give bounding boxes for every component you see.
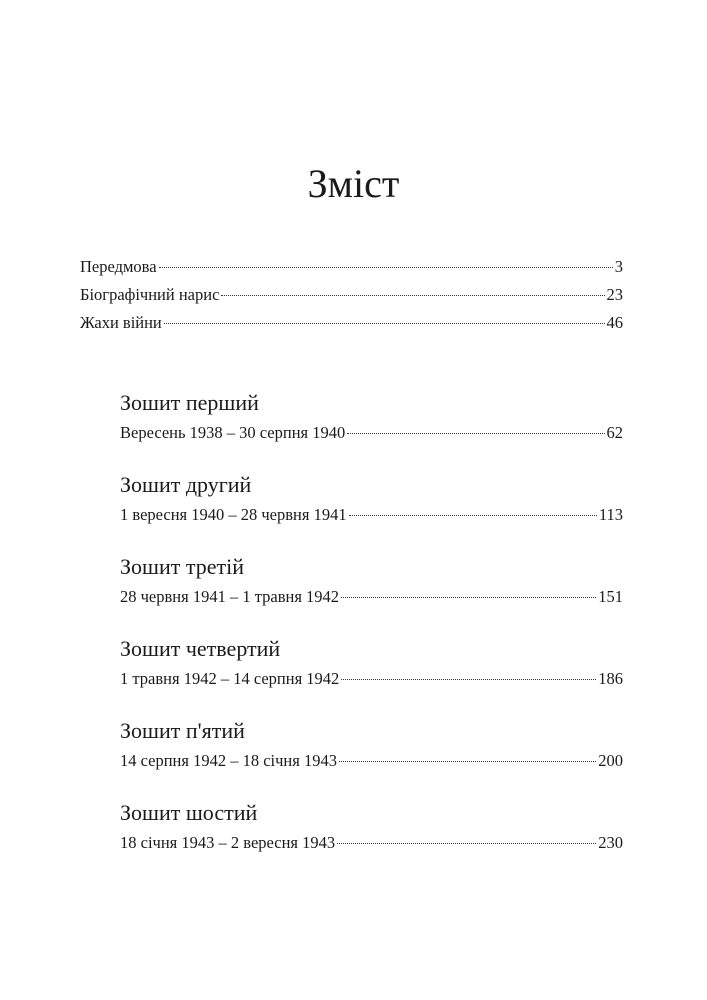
leader-dots — [341, 679, 596, 680]
toc-label: 1 травня 1942 – 14 серпня 1942 — [120, 669, 340, 688]
toc-entry[interactable] — [80, 285, 623, 307]
leader-dots — [221, 295, 604, 296]
toc-page: 46 — [606, 313, 623, 332]
toc-page: 113 — [598, 505, 623, 524]
toc-label: 18 січня 1943 – 2 вересня 1943 — [120, 833, 336, 852]
leader-dots — [337, 843, 596, 844]
section-heading: Зошит четвертий — [120, 636, 281, 661]
toc-entry[interactable] — [120, 587, 623, 609]
toc-label: Жахи війни — [80, 313, 162, 332]
toc-label: 28 червня 1941 – 1 травня 1942 — [120, 587, 340, 606]
leader-dots — [159, 267, 613, 268]
toc-page: 230 — [598, 833, 623, 852]
section-heading: Зошит перший — [120, 390, 259, 415]
toc-page: 3 — [614, 257, 623, 276]
leader-dots — [347, 433, 604, 434]
toc-page: 23 — [606, 285, 623, 304]
toc-label: 1 вересня 1940 – 28 червня 1941 — [120, 505, 347, 524]
toc-entry[interactable] — [80, 313, 623, 335]
toc-entry[interactable] — [120, 423, 623, 445]
toc-label: Вересень 1938 – 30 серпня 1940 — [120, 423, 346, 442]
page-title: Зміст — [307, 161, 400, 206]
toc-page: 62 — [606, 423, 623, 442]
toc-entry[interactable] — [120, 751, 623, 773]
toc-label: Біографічний нарис — [80, 285, 220, 304]
section-heading: Зошит третій — [120, 554, 244, 579]
leader-dots — [349, 515, 597, 516]
toc-page: 186 — [598, 669, 623, 688]
toc-label: 14 серпня 1942 – 18 січня 1943 — [120, 751, 337, 770]
leader-dots — [164, 323, 605, 324]
leader-dots — [339, 761, 596, 762]
toc-label: Передмова — [80, 257, 157, 276]
section-heading: Зошит п'ятий — [120, 718, 245, 743]
toc-page: 151 — [598, 587, 623, 606]
toc-entry[interactable] — [120, 505, 623, 527]
toc-page: 200 — [598, 751, 623, 770]
section-heading: Зошит другий — [120, 472, 252, 497]
toc-entry[interactable] — [120, 669, 623, 691]
leader-dots — [341, 597, 596, 598]
toc-entry[interactable] — [120, 833, 623, 855]
toc-entry[interactable] — [80, 257, 623, 279]
section-heading: Зошит шостий — [120, 800, 258, 825]
